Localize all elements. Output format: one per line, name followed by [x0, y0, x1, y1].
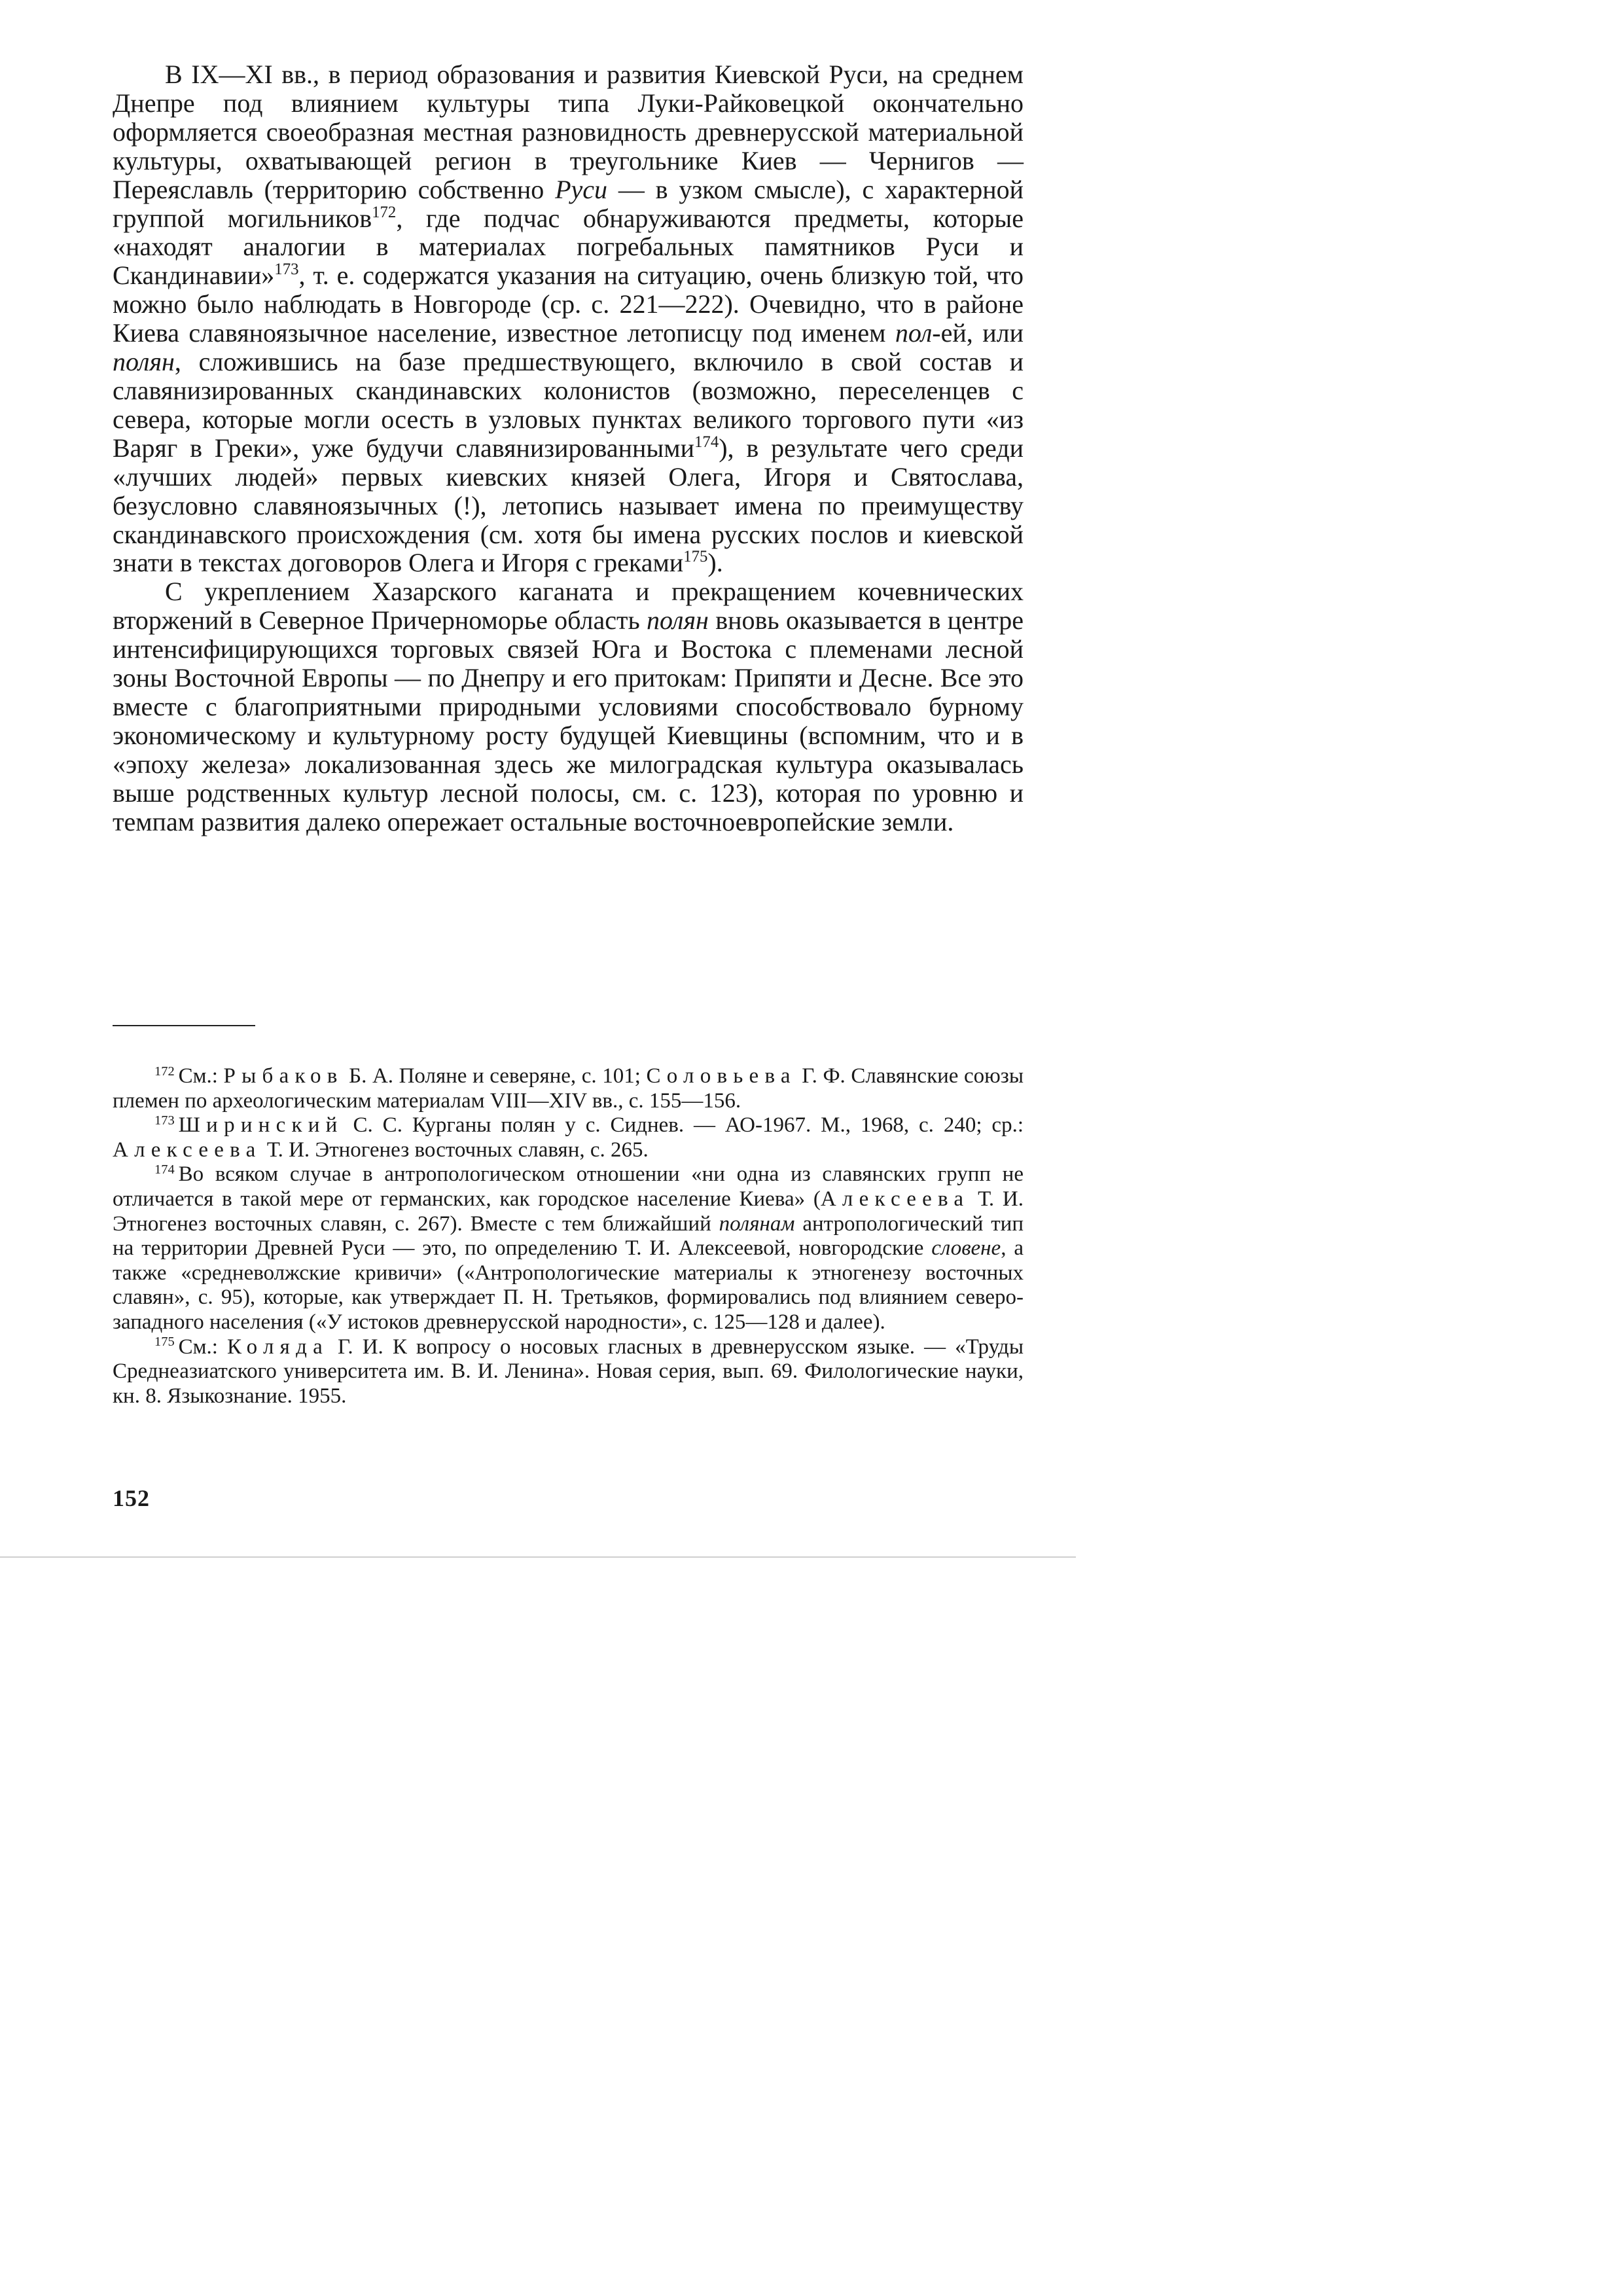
paragraph-1: В IX—XI вв., в период образования и развития Киевской Руси, на среднем Днепре под влиянием культуры типа Луки-Райковецкой окончательно оформляется своеобразная местная разновидность древнерусской материальной культуры, охватывающей регион в треугольнике Киев — Чернигов — Переяславль (территорию собственно Руси — в узком смысле), с характерной группой могильников$^{172}$, где подчас обнаруживаются предметы, которые «находят аналогии в материалах погребальных памятников Руси и Скандинавии»$^{173}$, т. е. содержатся указания на ситуацию, очень близкую той, что можно было наблюдать в Новгороде (ср. с. 221—222). Очевидно, что в районе Киева славяноязычное население, известное летописцу под именем пол-ей, или полян, сложившись на базе предшествующего, включило в свой состав и славянизированных скандинавских колонистов (возможно, переселенцев с севера, которые могли осесть в узловых пунктах великого торгового пути «из Варяг в Греки», уже будучи славянизированными$^{174}$), в результате чего среди «лучших людей» первых киевских князей Олега, Игоря и Святослава, безусловно славяноязычных (!), летопись называет имена по преимуществу скандинавского происхождения (см. хотя бы имена русских послов и киевской знати в текстах договоров Олега и Игоря с греками$^{175}$).: [113, 60, 1024, 578]
footnotes: [113, 1064, 1024, 1408]
scan-edge-line: [0, 1556, 1076, 1558]
paragraph-2: С укреплением Хазарского каганата и прекращением кочевнических вторжений в Северное Причерноморье область полян вновь оказывается в центре интенсифицирующихся торговых связей Юга и Востока с племенами лесной зоны Восточной Европы — по Днепру и его притокам: Припяти и Десне. Все это вместе с благоприятными природными условиями способствовало бурному экономическому и культурному росту будущей Киевщины (вспомним, что и в «эпоху железа» локализованная здесь же милоградская культура оказывалась выше родственных культур лесной полосы, см. с. 123), которая по уровню и темпам развития далеко опережает остальные восточноевропейские земли.: [113, 577, 1024, 836]
main-text: [113, 60, 1024, 836]
footnote-ref-175: 175: [683, 548, 708, 566]
footnote-175: $^{175}$ См.: Коляда Г. И. К вопросу о носовых гласных в древнерусском языке. — «Труды Среднеазиатского университета им. В. И. Ленина». Новая серия, вып. 69. Филологические науки, кн. 8. Языкознание. 1955.: [113, 1335, 1024, 1408]
footnote-174: $^{174}$ Во всяком случае в антропологическом отношении «ни одна из славянских групп не отличается в такой мере от германских, как городское население Киева» (Алексеева Т. И. Этногенез восточных славян, с. 267). Вместе с тем ближайший полянам антропологический тип на территории Древней Руси — это, по определению Т. И. Алексеевой, новгородские словене, а также «средневолжские кривичи» («Антропологические материалы к этногенезу восточных славян», с. 95), которые, как утверждает П. Н. Третьяков, формировались под влиянием северо-западного населения («У истоков древнерусской народности», с. 125—128 и далее).: [113, 1162, 1024, 1334]
footnote-172: $^{172}$ См.: Рыбаков Б. А. Поляне и северяне, с. 101; Соловьева Г. Ф. Славянские союзы племен по археологическим материалам VIII—XIV вв., с. 155—156.: [113, 1064, 1024, 1113]
page-number: 152: [113, 1485, 150, 1511]
footnote-ref-173: 173: [274, 260, 299, 279]
footnote-173: $^{173}$ Ширинский С. С. Курганы полян у с. Сиднев. — АО-1967. М., 1968, с. 240; ср.: Алексеева Т. И. Этногенез восточных славян, с. 265.: [113, 1113, 1024, 1162]
footnote-ref-172: 172: [372, 203, 397, 221]
footnote-separator: [113, 1025, 255, 1026]
footnote-ref-174: 174: [694, 433, 719, 451]
